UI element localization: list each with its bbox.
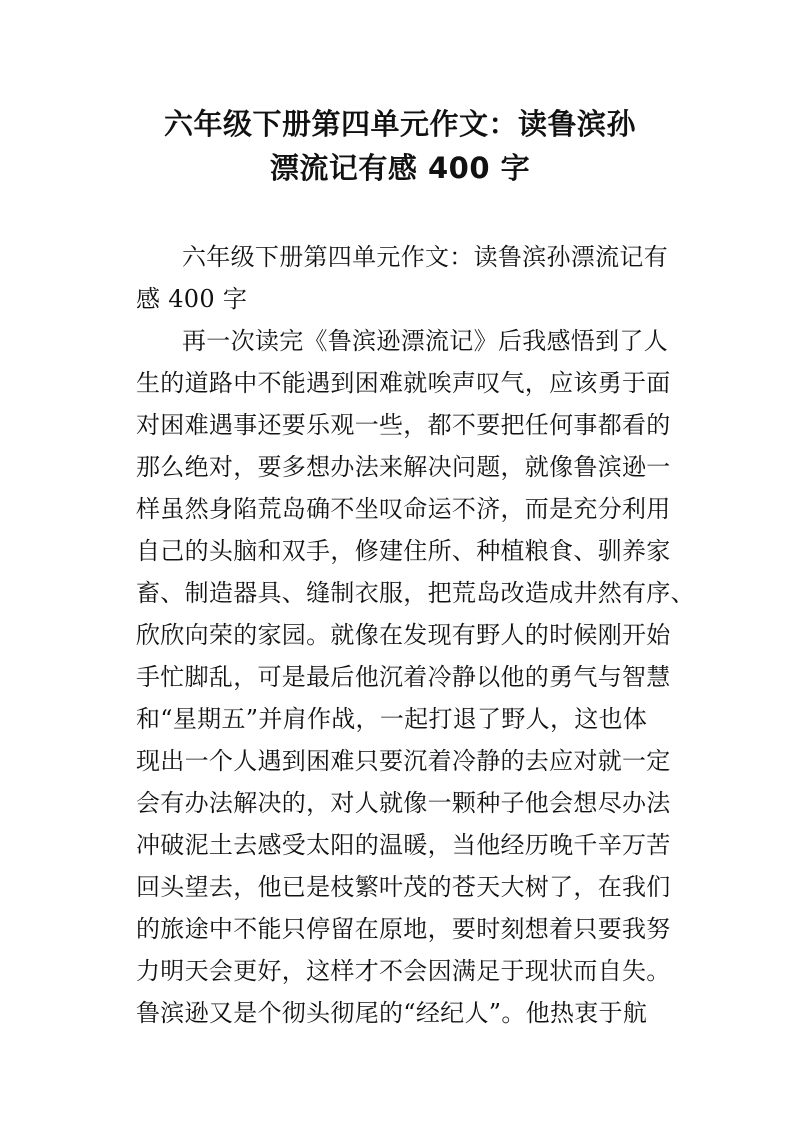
document-title-line-2: 漂流记有感 400 字: [269, 151, 531, 185]
body-line-14: 会有办法解决的，对人就像一颗种子他会想尽办法: [136, 789, 671, 817]
body-line-17: 的旅途中不能只停留在原地，要时刻想着只要我努: [136, 915, 671, 943]
body-line-15: 冲破泥土去感受太阳的温暖，当他经历晚千辛万苦: [136, 831, 671, 859]
body-line-6: 那么绝对，要多想办法来解决问题，就像鲁滨逊一: [136, 453, 671, 481]
body-line-8: 自己的头脑和双手，修建住所、种植粮食、驯养家: [136, 537, 671, 565]
body-line-2: 感 400 字: [136, 285, 248, 313]
body-line-18: 力明天会更好，这样才不会因满足于现状而自失。: [136, 957, 671, 985]
body-line-11: 手忙脚乱，可是最后他沉着冷静以他的勇气与智慧: [136, 663, 671, 691]
body-line-9: 畜、制造器具、缝制衣服，把荒岛改造成井然有序、: [136, 579, 695, 607]
body-line-1: 六年级下册第四单元作文：读鲁滨孙漂流记有: [182, 243, 668, 271]
body-line-7: 样虽然身陷荒岛确不坐叹命运不济，而是充分利用: [136, 495, 671, 523]
body-line-10: 欣欣向荣的家园。就像在发现有野人的时候刚开始: [136, 621, 671, 649]
body-line-13: 现出一个人遇到困难只要沉着冷静的去应对就一定: [136, 747, 671, 775]
body-line-4: 生的道路中不能遇到困难就唉声叹气，应该勇于面: [136, 369, 671, 397]
body-line-12: 和“星期五”并肩作战，一起打退了野人，这也体: [136, 705, 648, 733]
body-line-19: 鲁滨逊又是个彻头彻尾的“经纪人”。他热衷于航: [136, 999, 648, 1027]
body-line-5: 对困难遇事还要乐观一些，都不要把任何事都看的: [136, 411, 671, 439]
body-line-3: 再一次读完《鲁滨逊漂流记》后我感悟到了人: [182, 327, 668, 355]
body-line-16: 回头望去，他已是枝繁叶茂的苍天大树了，在我们: [136, 873, 671, 901]
document-title-line-1: 六年级下册第四单元作文：读鲁滨孙: [163, 107, 636, 141]
